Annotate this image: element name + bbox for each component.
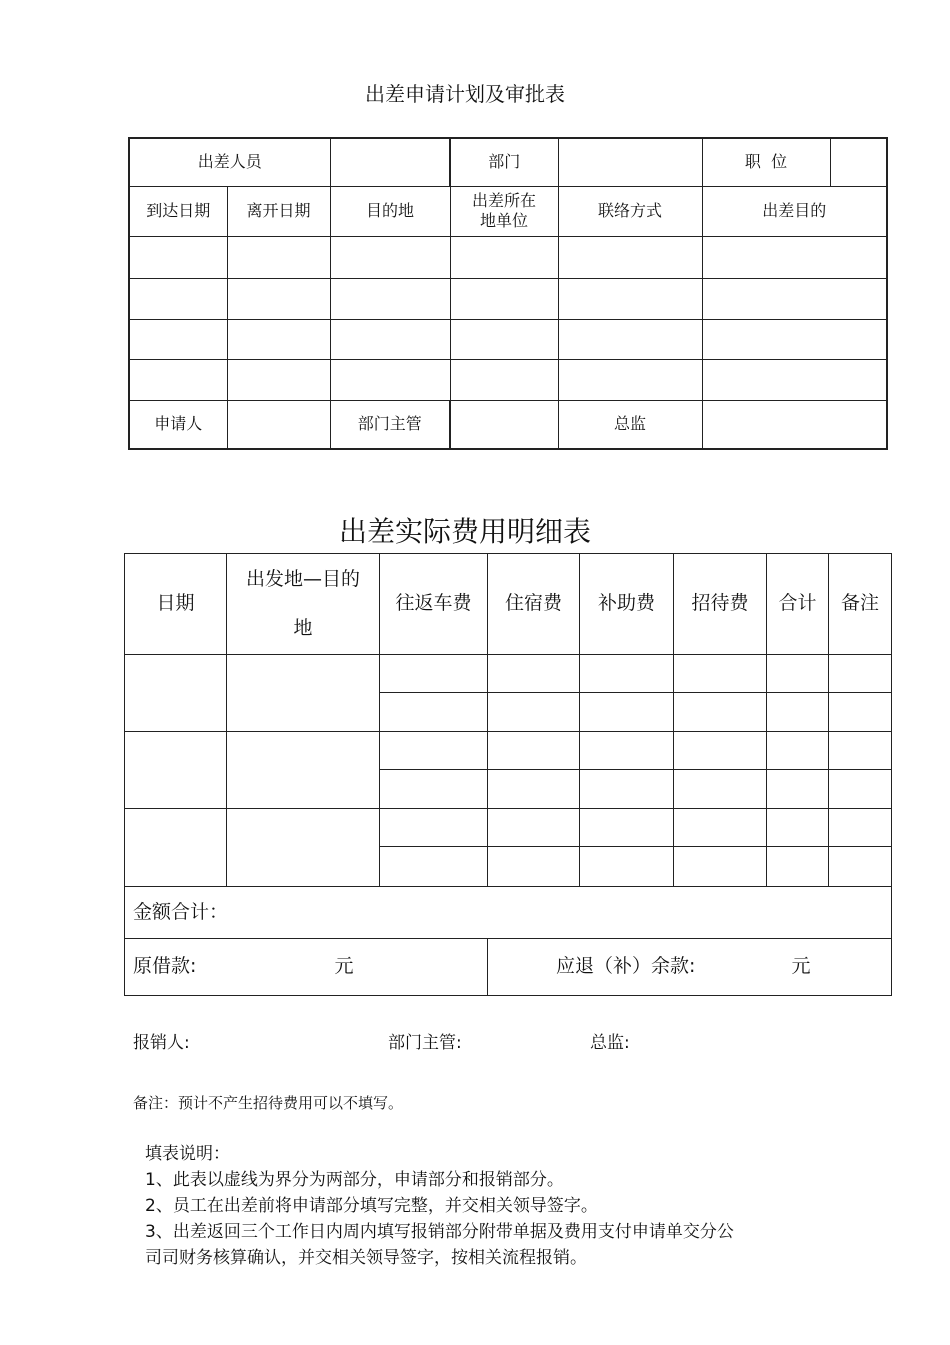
- manager-signature-label: 部门主管:: [388, 1033, 462, 1053]
- table-row: [129, 319, 887, 359]
- manager-value-cell[interactable]: [450, 400, 558, 449]
- table-row: [125, 655, 892, 693]
- refund-balance-label: 应退（补）余款:: [556, 955, 696, 978]
- traveler-label: 出差人员: [129, 138, 330, 186]
- instruction-line: 2、员工在出差前将申请部分填写完整，并交相关领导签字。: [145, 1196, 598, 1216]
- header-contact: 联络方式: [558, 186, 702, 236]
- position-label: 职 位: [702, 138, 830, 186]
- header-route: 出发地—目的 地: [227, 554, 380, 655]
- travel-application-table: [128, 137, 888, 450]
- director-value-cell[interactable]: [702, 400, 887, 449]
- table-row: [125, 732, 892, 770]
- instruction-line: 1、此表以虚线为界分为两部分，申请部分和报销部分。: [145, 1170, 564, 1190]
- header-arrival-date: 到达日期: [129, 186, 227, 236]
- advance-loan-label: 原借款:: [133, 955, 197, 978]
- department-value-cell[interactable]: [558, 138, 702, 186]
- applicant-value-cell[interactable]: [227, 400, 330, 449]
- instruction-line: 司司财务核算确认，并交相关领导签字，按相关流程报销。: [145, 1248, 587, 1268]
- header-host-unit: 出差所在 地单位: [450, 186, 558, 236]
- table-row: [125, 809, 892, 847]
- advance-loan-cell[interactable]: [125, 939, 488, 996]
- header-lodging-fee: 住宿费: [488, 554, 580, 655]
- table-row: [129, 236, 887, 278]
- table-row: [129, 359, 887, 400]
- header-transport-fee: 往返车费: [380, 554, 488, 655]
- claimant-signature-label: 报销人:: [133, 1033, 190, 1053]
- total-amount-label[interactable]: 金额合计：: [125, 887, 892, 939]
- refund-balance-unit: 元: [791, 955, 811, 978]
- position-value-cell[interactable]: [830, 138, 887, 186]
- advance-loan-unit: 元: [334, 955, 354, 978]
- header-purpose: 出差目的: [702, 186, 887, 236]
- instruction-line: 3、出差返回三个工作日内周内填写报销部分附带单据及费用支付申请单交分公: [145, 1222, 734, 1242]
- instructions-heading: 填表说明：: [145, 1144, 230, 1164]
- form2-title: 出差实际费用明细表: [338, 515, 591, 548]
- traveler-value-cell[interactable]: [330, 138, 450, 186]
- header-destination: 目的地: [330, 186, 450, 236]
- instructions: [145, 1141, 734, 1271]
- expense-detail-table: [124, 553, 892, 996]
- director-signature-label: 总监:: [590, 1033, 630, 1053]
- header-remark: 备注: [829, 554, 892, 655]
- manager-label: 部门主管: [330, 400, 450, 449]
- director-label: 总监: [558, 400, 702, 449]
- applicant-label: 申请人: [129, 400, 227, 449]
- department-label: 部门: [450, 138, 558, 186]
- form1-title: 出差申请计划及审批表: [365, 82, 565, 106]
- header-departure-date: 离开日期: [227, 186, 330, 236]
- refund-balance-cell[interactable]: [488, 939, 892, 996]
- header-date: 日期: [125, 554, 227, 655]
- header-entertainment-fee: 招待费: [674, 554, 767, 655]
- header-allowance: 补助费: [580, 554, 674, 655]
- header-total: 合计: [767, 554, 829, 655]
- remark-note: 备注：预计不产生招待费用可以不填写。: [133, 1094, 404, 1112]
- table-row: [129, 278, 887, 319]
